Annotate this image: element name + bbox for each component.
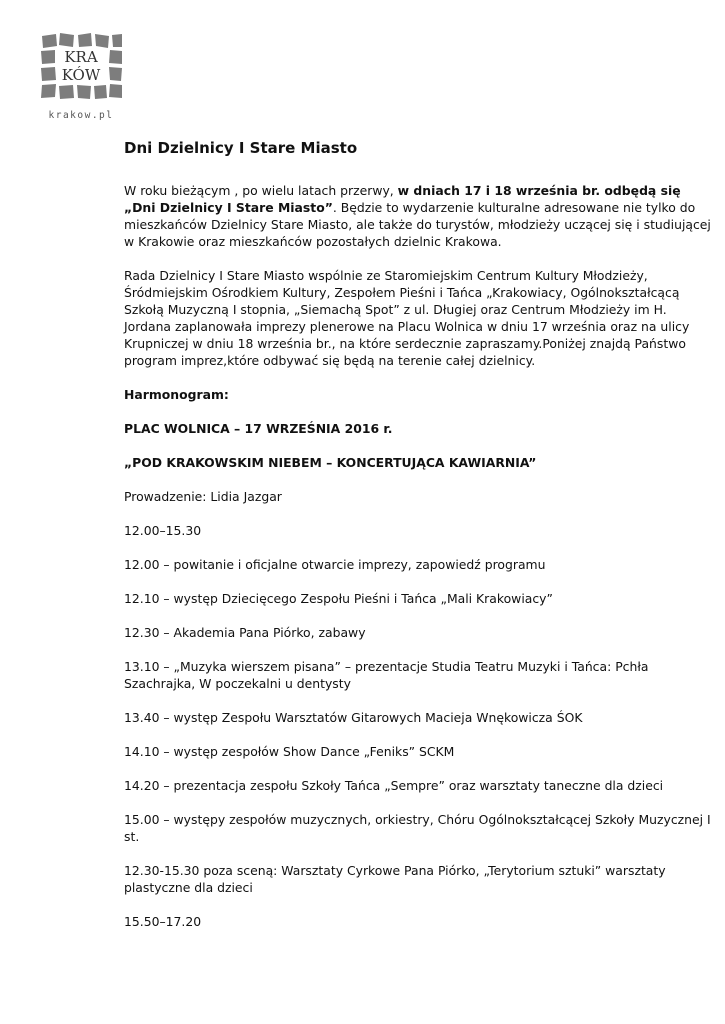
harmonogram-heading: Harmonogram: bbox=[124, 387, 229, 402]
document-body bbox=[124, 138, 714, 947]
schedule-list bbox=[124, 488, 714, 930]
event-heading: „POD KRAKOWSKIM NIEBEM – KONCERTUJĄCA KAWIARNIA” bbox=[124, 455, 537, 470]
schedule-item: 15.50–17.20 bbox=[124, 914, 202, 929]
schedule-item: 12.30 – Akademia Pana Piórko, zabawy bbox=[124, 625, 366, 640]
schedule-item: 12.00–15.30 bbox=[124, 523, 202, 538]
intro-text-start: W roku bieżącym , po wielu latach przerwy, bbox=[124, 183, 398, 198]
schedule-item: Prowadzenie: Lidia Jazgar bbox=[124, 489, 282, 504]
intro-paragraph bbox=[124, 182, 714, 250]
logo-text-line1: KRA bbox=[64, 48, 98, 66]
schedule-item: 14.10 – występ zespołów Show Dance „Feniks” SCKM bbox=[124, 744, 455, 759]
logo-caption: krakow.pl bbox=[48, 110, 114, 121]
schedule-item: 13.40 – występ Zespołu Warsztatów Gitarowych Macieja Wnękowicza ŚOK bbox=[124, 710, 583, 725]
intro-text-end: . Będzie to wydarzenie kulturalne adresowane nie tylko do mieszkańców Dzielnicy Stare Miasto, ale także do turystów, młodzieży uczącej się i studiującej w Krakowie oraz mieszkańców pozostałych dzielnic Krakowa. bbox=[124, 200, 711, 249]
schedule-item: 14.20 – prezentacja zespołu Szkoły Tańca „Sempre” oraz warsztaty taneczne dla dzieci bbox=[124, 778, 664, 793]
schedule-item: 13.10 – „Muzyka wierszem pisana” – prezentacje Studia Teatru Muzyki i Tańca: Pchła Szachrajka, W poczekalni u dentysty bbox=[124, 659, 649, 691]
logo-text-line2: KÓW bbox=[61, 66, 101, 84]
document-title: Dni Dzielnicy I Stare Miasto bbox=[124, 139, 358, 157]
organizers-paragraph: Rada Dzielnicy I Stare Miasto wspólnie ze Staromiejskim Centrum Kultury Młodzieży, Śródmiejskim Ośrodkiem Kultury, Zespołem Pieśni i Tańca „Krakowiacy, Ogólnokształcącą Szkołą Muzyczną I stopnia, „Siemachą Spot” z ul. Długiej oraz Centrum Młodzieży im H. Jordana zaplanowała imprezy plenerowe na Placu Wolnica w dniu 17 września oraz na ulicy Krupniczej w dniu 18 września br., na które serdecznie zapraszamy.Poniżej znajdą Państwo program imprez,które odbywać się będą na terenie całej dzielnicy. bbox=[124, 268, 690, 368]
schedule-item: 15.00 – występy zespołów muzycznych, orkiestry, Chóru Ogólnokształcącej Szkoły Muzycznej I st. bbox=[124, 812, 711, 844]
venue-heading: PLAC WOLNICA – 17 WRZEŚNIA 2016 r. bbox=[124, 421, 393, 436]
krakow-logo-mark bbox=[38, 30, 124, 110]
schedule-item: 12.10 – występ Dziecięcego Zespołu Pieśni i Tańca „Mali Krakowiacy” bbox=[124, 591, 553, 606]
intro-bold-dates: w dniach 17 i 18 września br. odbędą się „Dni Dzielnicy I Stare Miasto” bbox=[124, 183, 681, 215]
schedule-item: 12.30-15.30 poza sceną: Warsztaty Cyrkowe Pana Piórko, „Terytorium sztuki” warsztaty plastyczne dla dzieci bbox=[124, 863, 666, 895]
schedule-item: 12.00 – powitanie i oficjalne otwarcie imprezy, zapowiedź programu bbox=[124, 557, 546, 572]
krakow-logo bbox=[38, 30, 124, 122]
